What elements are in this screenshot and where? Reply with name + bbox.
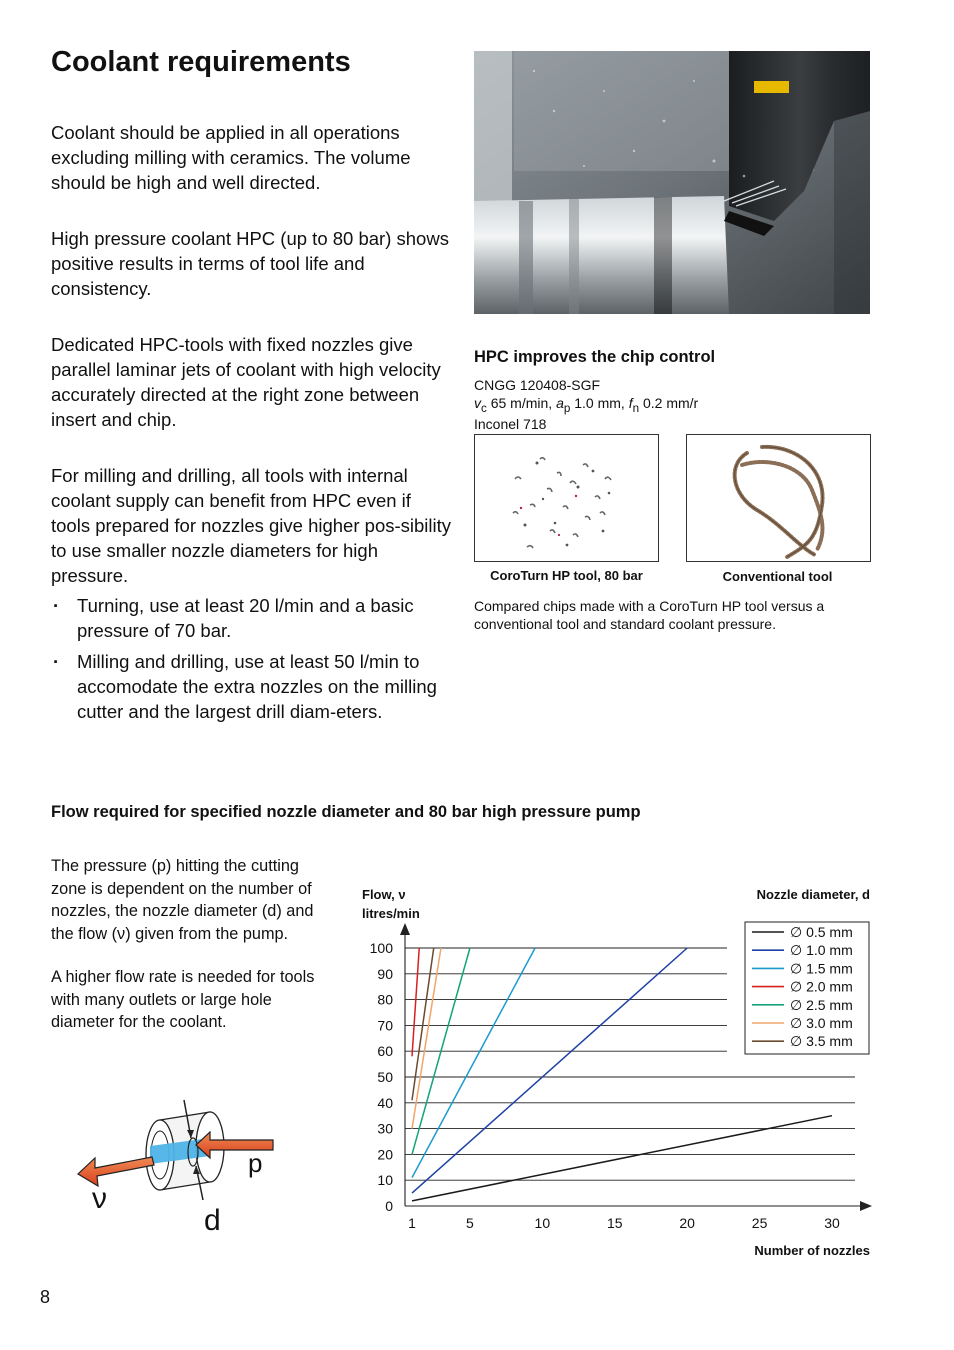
- legend-label: ∅ 0.5 mm: [790, 924, 853, 940]
- list-item: · Turning, use at least 20 l/min and a basic pressure of 70 bar.: [51, 593, 451, 643]
- nozzle-diagram-graphic: [70, 1090, 280, 1240]
- hpc-tool-photo-graphic: [474, 51, 870, 314]
- x-tick-label: 1: [408, 1215, 416, 1231]
- y-tick-label: 100: [369, 940, 393, 956]
- legend-label: ∅ 3.0 mm: [790, 1015, 853, 1031]
- y-tick-label: 40: [377, 1094, 393, 1111]
- y-tick-label: 50: [377, 1069, 393, 1085]
- chart-plot-area: [370, 922, 872, 1231]
- legend-label: ∅ 3.5 mm: [790, 1033, 853, 1050]
- conventional-tool-caption: Conventional tool: [722, 569, 833, 584]
- intro-text: [51, 120, 451, 730]
- diameter-label: d: [204, 1204, 221, 1237]
- hp-tool-caption: CoroTurn HP tool, 80 bar: [490, 568, 643, 583]
- nozzle-diagram: [70, 1090, 280, 1240]
- page-number: 8: [40, 1287, 51, 1307]
- material: Inconel 718: [474, 415, 547, 432]
- hpc-heading: HPC improves the chip control: [474, 348, 716, 366]
- y-tick-label: 60: [377, 1043, 393, 1060]
- y-tick-label: 70: [377, 1017, 393, 1034]
- chip-comparison-note: Compared chips made with a CoroTurn HP tool versus a conventional tool and standard coolant pressure.: [474, 598, 825, 632]
- small-chips-graphic: [475, 435, 658, 561]
- flow-chart-svg: [355, 878, 880, 1270]
- legend-label: ∅ 1.0 mm: [790, 942, 853, 959]
- y-tick-label: 20: [377, 1146, 393, 1163]
- x-tick-label: 20: [679, 1215, 695, 1231]
- cutting-parameters: $v_c$ 65 m/min, $a_p$ 1.0 mm, $f_n$ 0.2 mm/r: [474, 395, 699, 415]
- intro-paragraph: Coolant should be applied in all operations excluding milling with ceramics. The volume should be high and well directed.: [51, 122, 411, 193]
- y-tick-label: 80: [377, 991, 393, 1008]
- x-tick-label: 15: [606, 1215, 623, 1231]
- flow-chart: [355, 878, 880, 1270]
- flow-label: ν: [92, 1182, 107, 1215]
- legend-title: Nozzle diameter, d: [756, 887, 870, 902]
- y-axis-label: Flow, ν: [362, 887, 406, 902]
- intro-paragraph: For milling and drilling, all tools with internal coolant supply can benefit from HPC even if tools prepared for nozzles give higher pos-sibility to use smaller nozzle diameters for high pressure.: [51, 465, 452, 586]
- hpc-tool-photo: [474, 51, 870, 314]
- x-tick-label: 10: [534, 1215, 551, 1231]
- series-line-2: [412, 948, 535, 1178]
- x-tick-label: 5: [466, 1215, 474, 1231]
- y-axis-unit: litres/min: [362, 906, 420, 921]
- page-title: Coolant requirements: [51, 46, 351, 78]
- x-axis-arrow: [860, 1201, 872, 1211]
- y-tick-label: 30: [377, 1120, 393, 1137]
- legend-label: ∅ 2.5 mm: [790, 996, 853, 1013]
- legend-label: ∅ 1.5 mm: [790, 960, 853, 977]
- cutting-data: [474, 376, 874, 433]
- pressure-label: p: [248, 1148, 263, 1178]
- series-line-1: [412, 948, 687, 1193]
- series-line-3: [412, 948, 419, 1056]
- y-axis-arrow: [400, 923, 410, 935]
- flow-paragraph: A higher flow rate is needed for tools with many outlets or large hole diameter for the coolant.: [51, 968, 315, 1031]
- intro-paragraph: Dedicated HPC-tools with fixed nozzles give parallel laminar jets of coolant with high velocity accurately directed at the right zone between insert and chip.: [51, 334, 441, 430]
- list-item: · Milling and drilling, use at least 50 l/min to accomodate the extra nozzles on the milling cutter and the largest drill diam-eters.: [51, 649, 451, 724]
- x-axis-label: Number of nozzles: [754, 1243, 870, 1258]
- flow-description: [51, 855, 336, 1055]
- y-tick-label: 0: [385, 1198, 393, 1214]
- long-chips-graphic: [687, 435, 870, 561]
- legend-label: ∅ 2.0 mm: [790, 978, 853, 995]
- x-tick-label: 25: [751, 1215, 768, 1231]
- flow-paragraph: The pressure (p) hitting the cutting zone is dependent on the number of nozzles, the nozzle diameter (d) and the flow (ν) given from the pump.: [51, 857, 314, 943]
- flow-section-heading: Flow required for specified nozzle diameter and 80 bar high pressure pump: [51, 803, 641, 821]
- conventional-tool-chips-image: [686, 434, 871, 562]
- hp-tool-chips-image: [474, 434, 659, 562]
- y-tick-label: 90: [377, 965, 393, 982]
- requirements-list: [51, 593, 451, 724]
- insert-code: CNGG 120408-SGF: [474, 377, 601, 393]
- x-tick-label: 30: [824, 1215, 840, 1231]
- y-tick-label: 10: [377, 1172, 393, 1189]
- intro-paragraph: High pressure coolant HPC (up to 80 bar) shows positive results in terms of tool life and consistency.: [51, 228, 449, 299]
